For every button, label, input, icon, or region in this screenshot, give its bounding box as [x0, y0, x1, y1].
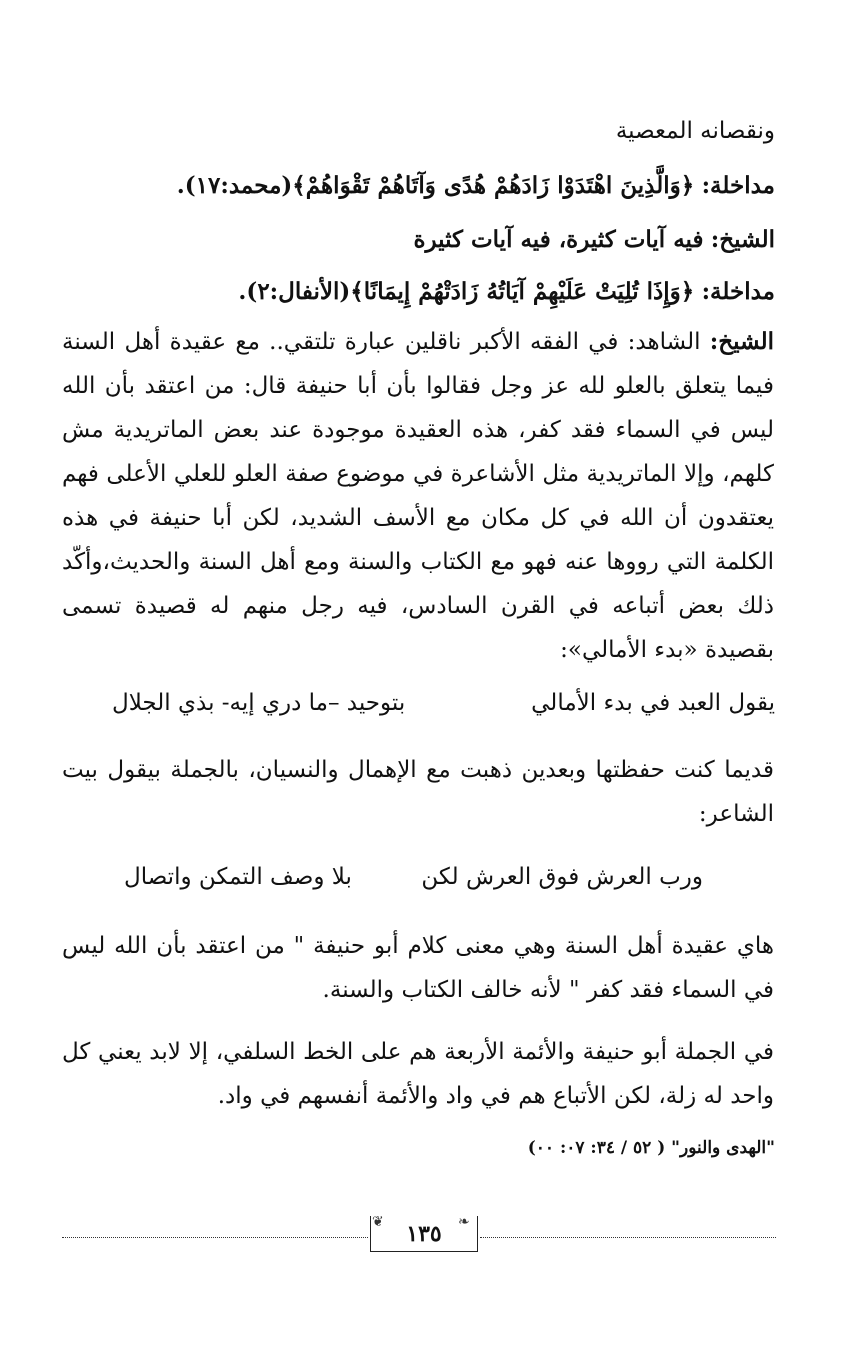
sheikh-reply-1	[413, 226, 775, 253]
speaker-label: مداخلة:	[701, 278, 775, 305]
paragraph-4: في الجملة أبو حنيفة والأئمة الأربعة هم على الخط السلفي، إلا لابد يعني كل واحد له زلة، لكن الأتباع هم في واد والأئمة أنفسهم في واد.	[62, 1039, 774, 1109]
sheikh-paragraph-1	[62, 320, 774, 672]
speaker-label: مداخلة:	[701, 172, 775, 199]
poem-verse-2-second-hemistich: بلا وصف التمكن واتصال	[124, 864, 352, 890]
intro-line: ونقصانه المعصية	[615, 118, 775, 144]
paragraph-3: هاي عقيدة أهل السنة وهي معنى كلام أبو حنيفة " من اعتقد بأن الله ليس في السماء فقد كفر " لأنه خالف الكتاب والسنة.	[62, 933, 774, 1003]
page-number: ١٣٥	[406, 1220, 442, 1247]
quran-verse: ﴿وَالَّذِينَ اهْتَدَوْا زَادَهُمْ هُدًى وَآتَاهُمْ تَقْوَاهُمْ﴾(محمد:١٧).	[176, 172, 695, 199]
interjection-2	[238, 278, 775, 305]
source-citation: "الهدى والنور" ( ٥٢ / ٣٤: ٠٧: ٠٠)	[527, 1138, 775, 1158]
page-number-frame	[370, 1216, 478, 1252]
paragraph-2: قديما كنت حفظتها وبعدين ذهبت مع الإهمال والنسيان، بالجملة بيقول بيت الشاعر:	[62, 757, 774, 827]
interjection-1	[177, 172, 775, 199]
reply-text: فيه آيات كثيرة، فيه آيات كثيرة	[413, 226, 704, 253]
quran-verse: ﴿وَإِذَا تُلِيَتْ عَلَيْهِمْ آيَاتُهُ زَادَتْهُمْ إِيمَانًا﴾(الأنفال:٢).	[238, 278, 695, 305]
poem-verse-1-first-hemistich: يقول العبد في بدء الأمالي	[531, 690, 775, 716]
ornament-left-icon: ❦	[372, 1214, 384, 1230]
speaker-label: الشيخ:	[710, 226, 775, 253]
poem-verse-2-first-hemistich: ورب العرش فوق العرش لكن	[421, 864, 703, 890]
paragraph-text: الشاهد: في الفقه الأكبر ناقلين عبارة تلتقي.. مع عقيدة أهل السنة فيما يتعلق بالعلو لله عز وجل فقالوا بأن أبا حنيفة قال: من اعتقد بأن الله ليس في السماء فقد كفر، هذه العقيدة موجودة عند بعض الماتريدية مش كلهم، وإلا الماتريدية مثل الأشاعرة في موضوع صفة العلو للعلي الأعلى فهم يعتقدون أن الله في كل مكان مع الأسف الشديد، لكن أبا حنيفة في هذه الكلمة التي رووها عنه فهو مع الكتاب والسنة ومع أهل السنة والحديث،وأكّد ذلك بعض أتباعه في القرن السادس، فيه رجل منهم له قصيدة تسمى بقصيدة «بدء الأمالي»:	[62, 329, 774, 663]
ornament-right-icon: ❧	[458, 1214, 470, 1230]
footer-dotted-rule-left	[62, 1237, 368, 1238]
speaker-label: الشيخ:	[709, 328, 774, 355]
poem-verse-1-second-hemistich: بتوحيد –ما دري إيه- بذي الجلال	[112, 690, 406, 716]
footer-dotted-rule-right	[480, 1237, 776, 1238]
